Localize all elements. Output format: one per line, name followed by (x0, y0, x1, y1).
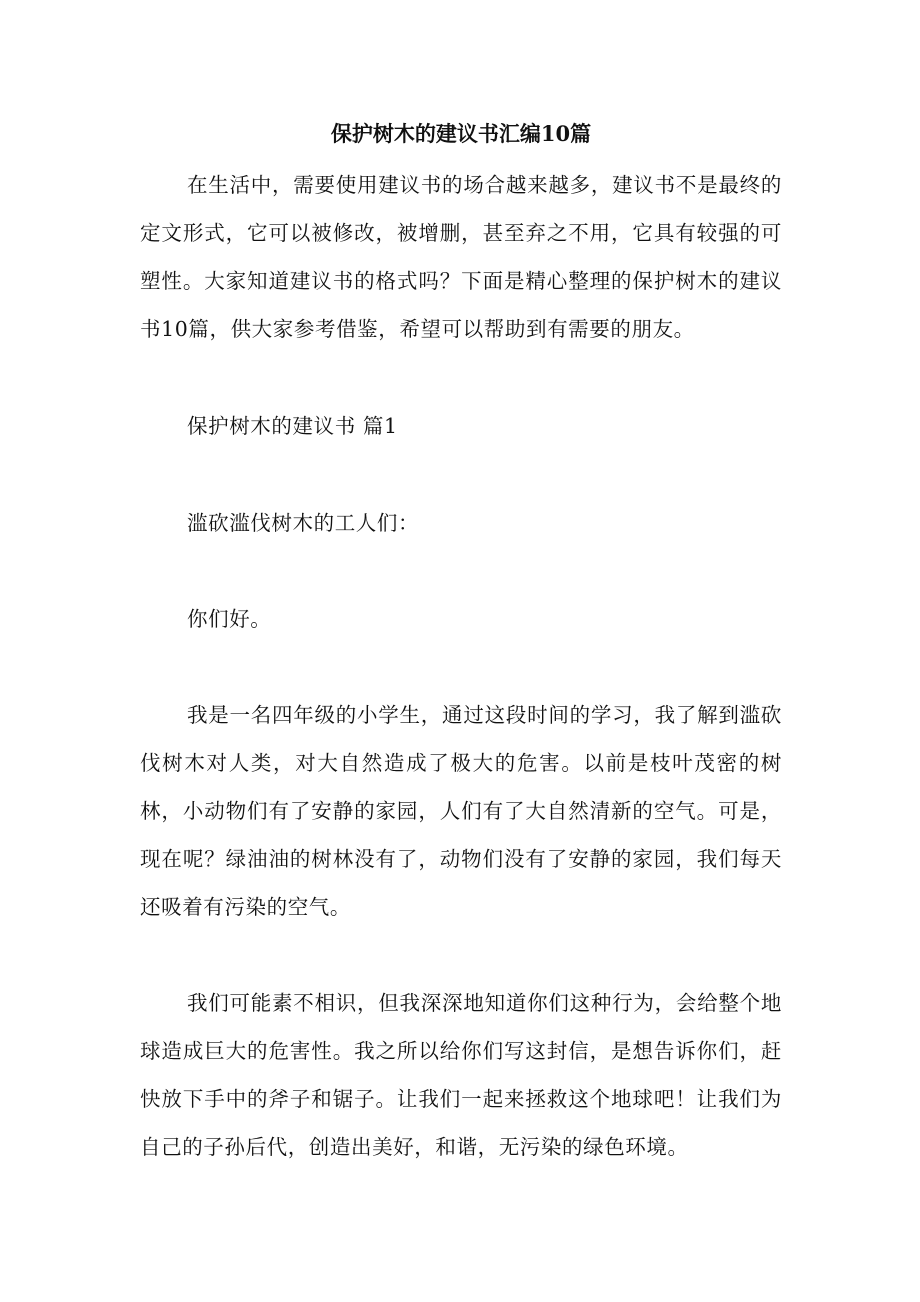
document-title: 保护树木的建议书汇编10篇 (330, 121, 592, 146)
body-paragraph: 我是一名四年级的小学生，通过这段时间的学习，我了解到滥砍伐树木对人类，对大自然造成了极大的危害。以前是枝叶茂密的树林，小动物们有了安静的家园，人们有了大自然清新的空气。可是，现在呢？绿油油的树林没有了，动物们没有了安静的家园，我们每天还吸着有污染的空气。 (140, 703, 782, 919)
body-paragraph: 我们可能素不相识，但我深深地知道你们这种行为，会给整个地球造成巨大的危害性。我之所以给你们写这封信，是想告诉你们，赶快放下手中的斧子和锯子。让我们一起来拯救这个地球吧！让我们为自己的子孙后代，创造出美好，和谐，无污染的绿色环境。 (140, 991, 782, 1159)
section-heading: 保护树木的建议书 篇1 (187, 414, 398, 438)
letter-salutation: 你们好。 (187, 607, 272, 631)
intro-paragraph: 在生活中，需要使用建议书的场合越来越多，建议书不是最终的定文形式，它可以被修改，被增删，甚至弃之不用，它具有较强的可塑性。大家知道建议书的格式吗？下面是精心整理的保护树木的建议书10篇，供大家参考借鉴，希望可以帮助到有需要的朋友。 (140, 173, 782, 341)
letter-greeting: 滥砍滥伐树木的工人们： (187, 511, 420, 535)
